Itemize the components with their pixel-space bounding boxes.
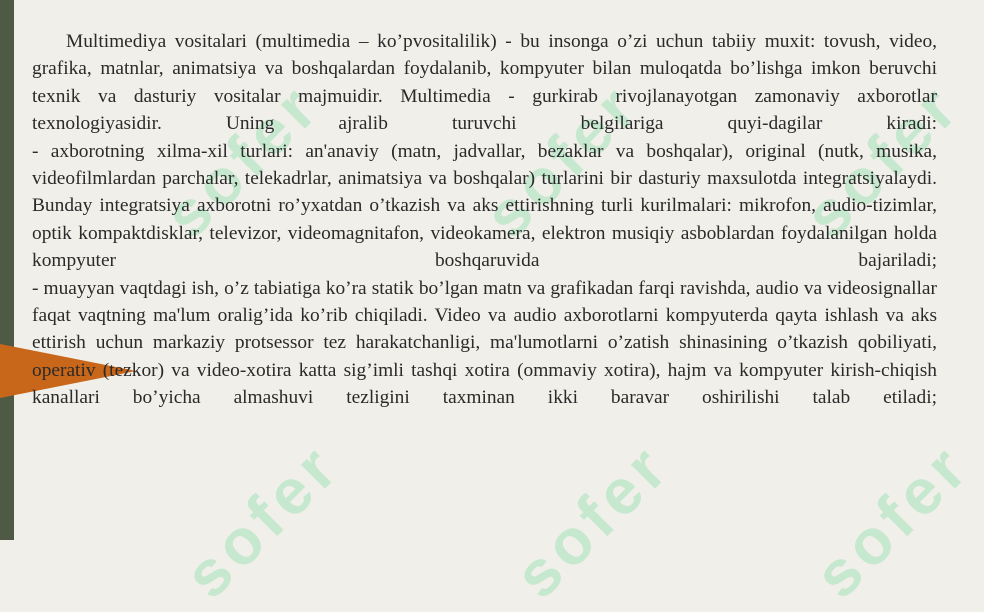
paragraph-intro: Multimediya vositalari (multimedia – ko’pvositalilik) - bu insonga o’zi uchun tabiiy muxit: tovush, video, grafika, matnlar, animatsiya va boshqalardan foydalanib, kompyuter bilan muloqatda bo’lishga imkon beruvchi texnik va dasturiy vositalar majmuidir. Multimedia - gurkirab rivojlanayotgan zamonaviy axborotlar texnologiyasidir. Uning ajralib turuvchi belgilariga quyi-dagilar kiradi: bbox=[32, 31, 937, 135]
paragraph-timing: - muayyan vaqtdagi ish, o’z tabiatiga ko’ra statik bo’lgan matn va grafikadan farqi ravishda, audio va videosignallar faqat vaqtning ma'lum oralig’ida ko’rib chiqiladi. Video va audio axborotlarni kompyuterda qayta ishlash va aks ettirish uchun markaziy protsessor tez harakatchanligi, ma'lumotlarni o’zatish shinasining o’tkazish qobiliyati, operativ (tezkor) va video-xotira katta sig’imli tashqi xotira (ommaviy xotira), hajm va kompyuter kirish-chiqish kanallari bo’yicha almashuvi tezligini taxminan ikki baravar oshirilishi talab etiladi; bbox=[32, 277, 937, 409]
paragraph-integration: - axborotning xilma-xil turlari: an'anaviy (matn, jadvallar, bezaklar va boshqalar), original (nutk, musika, videofilmlardan parchalar, telekadrlar, animatsiya va boshqalar) turlarini bir dasturiy maxsulotda integratsiyalaydi. Bunday integratsiya axborotni ro’yxatdan o’tkazish va aks ettirishning turli kurilmalari: mikrofon, audio-tizimlar, optik kompaktdisklar, televizor, videomagnitafon, videokamera, elektron musiqiy asboblardan foydalanilgan holda kompyuter boshqaruvida bajariladi; bbox=[32, 140, 937, 272]
left-accent-bar bbox=[0, 0, 14, 540]
watermark: sofer bbox=[150, 68, 334, 252]
watermark: sofer bbox=[170, 428, 354, 612]
watermark: sofer bbox=[790, 68, 974, 252]
watermark: sofer bbox=[470, 68, 654, 252]
watermark: sofer bbox=[800, 428, 984, 612]
watermark: sofer bbox=[500, 428, 684, 612]
text-body bbox=[32, 28, 937, 412]
